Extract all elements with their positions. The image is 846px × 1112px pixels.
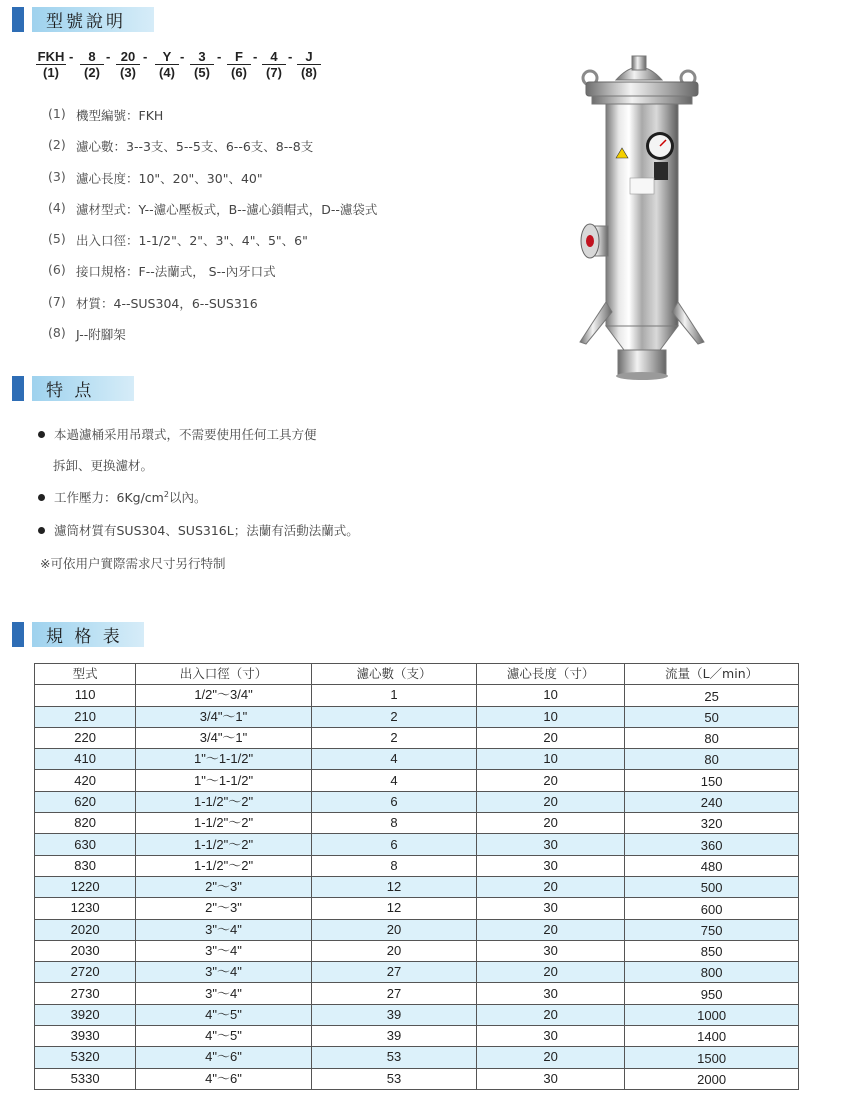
cartridge-length-cell: 30 bbox=[477, 940, 625, 961]
feature-item bbox=[38, 521, 359, 539]
table-row bbox=[35, 727, 799, 748]
flow-rate-cell: 1500 bbox=[625, 1047, 799, 1068]
flow-rate-cell: 320 bbox=[625, 813, 799, 834]
flow-rate-cell: 480 bbox=[625, 855, 799, 876]
flow-rate-cell: 25 bbox=[625, 685, 799, 706]
cartridge-count-cell: 20 bbox=[311, 919, 476, 940]
list-item-number: (5) bbox=[48, 231, 66, 247]
port-size-cell: 4"～5" bbox=[136, 1026, 312, 1047]
cartridge-count-cell: 6 bbox=[311, 834, 476, 855]
code-dash: - bbox=[180, 49, 185, 64]
cartridge-length-cell: 20 bbox=[477, 727, 625, 748]
model-cell: 2730 bbox=[35, 983, 136, 1004]
list-item-number: (6) bbox=[48, 262, 66, 278]
port-size-cell: 1"～1-1/2" bbox=[136, 749, 312, 770]
cartridge-count-cell: 2 bbox=[311, 706, 476, 727]
port-size-cell: 1-1/2"～2" bbox=[136, 791, 312, 812]
cartridge-count-cell: 8 bbox=[311, 855, 476, 876]
flow-rate-cell: 500 bbox=[625, 876, 799, 897]
cartridge-length-cell: 20 bbox=[477, 919, 625, 940]
cartridge-length-cell: 30 bbox=[477, 983, 625, 1004]
list-item bbox=[48, 294, 377, 325]
model-cell: 830 bbox=[35, 855, 136, 876]
list-item-text: 材質：4--SUS304，6--SUS316 bbox=[76, 295, 258, 311]
cartridge-count-cell: 12 bbox=[311, 898, 476, 919]
port-size-cell: 1-1/2"～2" bbox=[136, 813, 312, 834]
model-cell: 1230 bbox=[35, 898, 136, 919]
model-cell: 210 bbox=[35, 706, 136, 727]
superscript: 2 bbox=[163, 489, 169, 499]
cartridge-length-cell: 20 bbox=[477, 791, 625, 812]
cartridge-length-cell: 10 bbox=[477, 706, 625, 727]
port-size-cell: 1-1/2"～2" bbox=[136, 834, 312, 855]
list-item-text: 機型編號：FKH bbox=[76, 108, 164, 123]
list-item-text: 出入口徑：1-1/2"、2"、3"、4"、5"、6" bbox=[76, 233, 308, 249]
flow-rate-cell: 360 bbox=[625, 834, 799, 855]
model-cell: 2020 bbox=[35, 919, 136, 940]
column-header: 濾心數（支） bbox=[311, 664, 476, 685]
code-dash: - bbox=[288, 49, 293, 64]
cartridge-length-cell: 20 bbox=[477, 813, 625, 834]
list-item-number: (4) bbox=[48, 199, 66, 215]
section-header-features bbox=[12, 376, 134, 401]
code-index: (4) bbox=[159, 65, 175, 80]
cartridge-count-cell: 53 bbox=[311, 1068, 476, 1089]
cartridge-count-cell: 4 bbox=[311, 749, 476, 770]
feature-item bbox=[38, 425, 317, 443]
flow-rate-cell: 80 bbox=[625, 749, 799, 770]
model-cell: 110 bbox=[35, 685, 136, 706]
port-size-cell: 4"～5" bbox=[136, 1004, 312, 1025]
code-part: 4 bbox=[270, 49, 278, 64]
cartridge-count-cell: 20 bbox=[311, 940, 476, 961]
section-title-spec: 規 格 表 bbox=[32, 622, 144, 647]
column-header: 出入口徑（寸） bbox=[136, 664, 312, 685]
flow-rate-cell: 2000 bbox=[625, 1068, 799, 1089]
code-dash: - bbox=[143, 49, 148, 64]
model-cell: 3920 bbox=[35, 1004, 136, 1025]
table-row bbox=[35, 855, 799, 876]
cartridge-length-cell: 20 bbox=[477, 1047, 625, 1068]
model-cell: 5320 bbox=[35, 1047, 136, 1068]
code-part: 3 bbox=[198, 49, 206, 64]
cartridge-length-cell: 20 bbox=[477, 770, 625, 791]
list-item-text: J--附腳架 bbox=[76, 327, 126, 343]
code-index: (6) bbox=[231, 65, 247, 80]
model-cell: 1220 bbox=[35, 876, 136, 897]
model-cell: 630 bbox=[35, 834, 136, 855]
table-row bbox=[35, 1026, 799, 1047]
section-header-spec bbox=[12, 622, 144, 647]
table-row bbox=[35, 983, 799, 1004]
cartridge-length-cell: 20 bbox=[477, 1004, 625, 1025]
cartridge-count-cell: 4 bbox=[311, 770, 476, 791]
table-row bbox=[35, 791, 799, 812]
code-part: 8 bbox=[88, 49, 96, 64]
code-index: (3) bbox=[120, 65, 136, 80]
flow-rate-cell: 1000 bbox=[625, 1004, 799, 1025]
model-explanation-list bbox=[48, 106, 377, 356]
port-size-cell: 2"～3" bbox=[136, 898, 312, 919]
cartridge-count-cell: 53 bbox=[311, 1047, 476, 1068]
cartridge-length-cell: 10 bbox=[477, 685, 625, 706]
port-size-cell: 4"～6" bbox=[136, 1047, 312, 1068]
port-size-cell: 2"～3" bbox=[136, 876, 312, 897]
port-size-cell: 3/4"～1" bbox=[136, 727, 312, 748]
table-row bbox=[35, 919, 799, 940]
port-size-cell: 3"～4" bbox=[136, 940, 312, 961]
port-size-cell: 3"～4" bbox=[136, 962, 312, 983]
code-index: (2) bbox=[84, 65, 100, 80]
column-header: 型式 bbox=[35, 664, 136, 685]
model-cell: 3930 bbox=[35, 1026, 136, 1047]
code-index: (8) bbox=[301, 65, 317, 80]
code-dash: - bbox=[69, 49, 74, 64]
table-row bbox=[35, 1068, 799, 1089]
custom-note: ※可依用户實際需求尺寸另行特制 bbox=[40, 556, 226, 571]
list-item-text: 濾心數：3--3支、5--5支、6--6支、8--8支 bbox=[76, 139, 314, 155]
section-marker bbox=[12, 376, 24, 401]
feature-text: 拆卸、更换濾材。 bbox=[53, 458, 154, 473]
model-cell: 5330 bbox=[35, 1068, 136, 1089]
code-dash: - bbox=[217, 49, 222, 64]
flow-rate-cell: 950 bbox=[625, 983, 799, 1004]
cartridge-length-cell: 20 bbox=[477, 876, 625, 897]
table-row bbox=[35, 1004, 799, 1025]
flow-rate-cell: 600 bbox=[625, 898, 799, 919]
code-index: (5) bbox=[194, 65, 210, 80]
bullet-icon bbox=[38, 494, 45, 501]
port-size-cell: 3/4"～1" bbox=[136, 706, 312, 727]
list-item-number: (1) bbox=[48, 106, 66, 121]
cartridge-length-cell: 30 bbox=[477, 855, 625, 876]
cartridge-count-cell: 39 bbox=[311, 1026, 476, 1047]
code-index: (1) bbox=[43, 65, 59, 80]
flow-rate-cell: 1400 bbox=[625, 1026, 799, 1047]
table-row bbox=[35, 876, 799, 897]
code-dash: - bbox=[253, 49, 258, 64]
model-cell: 2720 bbox=[35, 962, 136, 983]
port-size-cell: 3"～4" bbox=[136, 919, 312, 940]
table-row bbox=[35, 770, 799, 791]
cartridge-count-cell: 1 bbox=[311, 685, 476, 706]
bullet-icon bbox=[38, 431, 45, 438]
list-item bbox=[48, 262, 377, 293]
feature-text: 本過濾桶采用吊環式，不需要使用任何工具方便 bbox=[54, 427, 317, 442]
port-size-cell: 1-1/2"～2" bbox=[136, 855, 312, 876]
list-item bbox=[48, 169, 377, 200]
table-row bbox=[35, 685, 799, 706]
code-part: J bbox=[305, 49, 313, 64]
cartridge-count-cell: 27 bbox=[311, 962, 476, 983]
list-item-text: 接口規格：F--法蘭式， S--內牙口式 bbox=[76, 264, 276, 280]
section-marker bbox=[12, 622, 24, 647]
flow-rate-cell: 750 bbox=[625, 919, 799, 940]
model-cell: 820 bbox=[35, 813, 136, 834]
table-row bbox=[35, 706, 799, 727]
flow-rate-cell: 80 bbox=[625, 727, 799, 748]
code-part: F bbox=[235, 49, 243, 64]
table-row bbox=[35, 962, 799, 983]
model-cell: 220 bbox=[35, 727, 136, 748]
cartridge-count-cell: 8 bbox=[311, 813, 476, 834]
cartridge-count-cell: 12 bbox=[311, 876, 476, 897]
cartridge-length-cell: 30 bbox=[477, 834, 625, 855]
list-item-text: 濾心長度：10"、20"、30"、40" bbox=[76, 170, 263, 186]
model-cell: 410 bbox=[35, 749, 136, 770]
model-cell: 620 bbox=[35, 791, 136, 812]
cartridge-length-cell: 30 bbox=[477, 1068, 625, 1089]
flow-rate-cell: 800 bbox=[625, 962, 799, 983]
cartridge-count-cell: 2 bbox=[311, 727, 476, 748]
section-marker bbox=[12, 7, 24, 32]
feature-item bbox=[38, 488, 206, 506]
flow-rate-cell: 850 bbox=[625, 940, 799, 961]
port-size-cell: 3"～4" bbox=[136, 983, 312, 1004]
flow-rate-cell: 50 bbox=[625, 706, 799, 727]
bullet-icon bbox=[38, 527, 45, 534]
list-item bbox=[48, 231, 377, 262]
table-row bbox=[35, 1047, 799, 1068]
code-part: 20 bbox=[120, 49, 136, 64]
list-item-number: (2) bbox=[48, 137, 66, 153]
section-header-model bbox=[12, 7, 154, 32]
cartridge-count-cell: 27 bbox=[311, 983, 476, 1004]
list-item-number: (3) bbox=[48, 168, 66, 184]
port-size-cell: 4"～6" bbox=[136, 1068, 312, 1089]
table-row bbox=[35, 834, 799, 855]
cartridge-count-cell: 39 bbox=[311, 1004, 476, 1025]
list-item bbox=[48, 200, 377, 231]
table-header-row bbox=[35, 664, 799, 685]
table-row bbox=[35, 898, 799, 919]
feature-text: 工作壓力：6Kg/cm bbox=[54, 490, 164, 505]
spec-table bbox=[34, 663, 799, 1090]
model-cell: 420 bbox=[35, 770, 136, 791]
column-header: 濾心長度（寸） bbox=[477, 664, 625, 685]
cartridge-length-cell: 20 bbox=[477, 962, 625, 983]
list-item-number: (8) bbox=[48, 325, 66, 341]
list-item-number: (7) bbox=[48, 293, 66, 309]
flow-rate-cell: 150 bbox=[625, 770, 799, 791]
feature-text: 以內。 bbox=[168, 490, 207, 505]
list-item bbox=[48, 325, 377, 356]
table-row bbox=[35, 749, 799, 770]
cartridge-length-cell: 30 bbox=[477, 1026, 625, 1047]
cartridge-length-cell: 10 bbox=[477, 749, 625, 770]
list-item bbox=[48, 137, 377, 168]
table-row bbox=[35, 813, 799, 834]
code-part: Y bbox=[162, 49, 172, 64]
feature-item-continued bbox=[53, 456, 153, 474]
model-cell: 2030 bbox=[35, 940, 136, 961]
code-dash: - bbox=[106, 49, 111, 64]
code-index: (7) bbox=[266, 65, 282, 80]
feature-text: 濾筒材質有SUS304、SUS316L；法蘭有活動法蘭式。 bbox=[54, 523, 359, 538]
port-size-cell: 1/2"～3/4" bbox=[136, 685, 312, 706]
list-item bbox=[48, 106, 377, 137]
section-title-model: 型號說明 bbox=[32, 7, 154, 32]
flow-rate-cell: 240 bbox=[625, 791, 799, 812]
code-part: FKH bbox=[37, 49, 65, 64]
list-item-text: 濾材型式：Y--濾心壓板式，B--濾心鎖帽式，D--濾袋式 bbox=[76, 201, 378, 217]
filter-housing-image bbox=[572, 50, 720, 382]
section-title-features: 特 点 bbox=[32, 376, 134, 401]
cartridge-length-cell: 30 bbox=[477, 898, 625, 919]
port-size-cell: 1"～1-1/2" bbox=[136, 770, 312, 791]
column-header: 流量（L／min） bbox=[625, 664, 799, 685]
table-row bbox=[35, 940, 799, 961]
cartridge-count-cell: 6 bbox=[311, 791, 476, 812]
